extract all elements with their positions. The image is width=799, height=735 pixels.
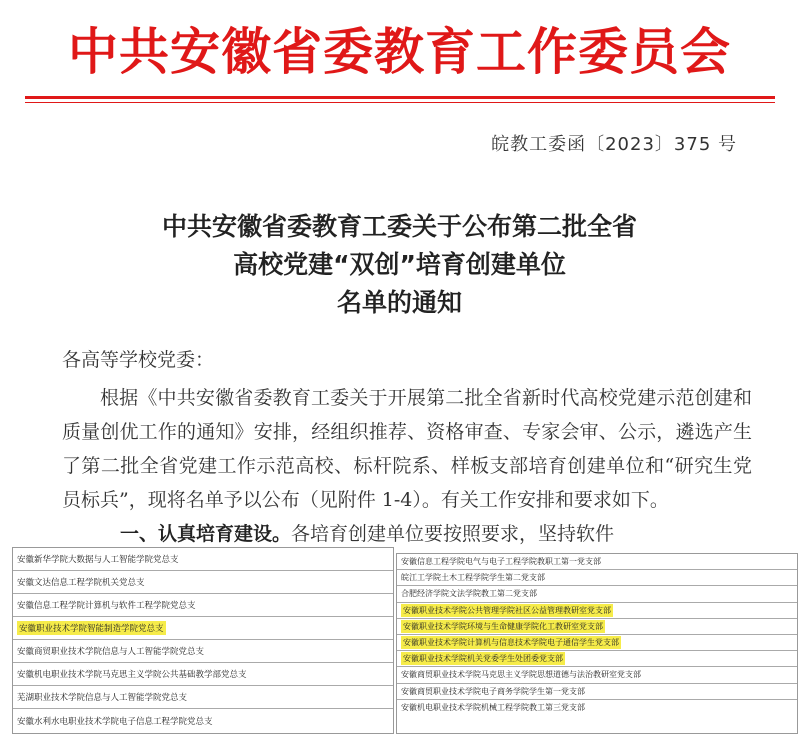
table-row-highlighted bbox=[13, 617, 393, 640]
table-row bbox=[13, 686, 393, 709]
notice-body bbox=[62, 343, 752, 517]
table-row bbox=[13, 548, 393, 571]
notice-title-line-2: 高校党建“双创”培育创建单位 bbox=[233, 250, 566, 279]
body-paragraph: 根据《中共安徽省委教育工委关于开展第二批全省新时代高校党建示范创建和质量创优工作的通知》安排，经组织推荐、资格审查、专家会审、公示，遴选产生了第二批全省党建工作示范高校、标杆院系、样板支部培育创建单位和“研究生党员标兵”，现将名单予以公布（见附件 1-4）。有关工作安排和要求如下。 bbox=[62, 387, 752, 511]
table-row-highlighted bbox=[397, 603, 797, 619]
right-table-excerpt bbox=[396, 553, 798, 734]
row-text: 安徽信息工程学院电气与电子工程学院教职工第一党支部 bbox=[401, 557, 601, 567]
left-table-excerpt bbox=[12, 547, 394, 734]
row-text: 安徽机电职业技术学院马克思主义学院公共基础教学部党总支 bbox=[17, 670, 247, 680]
table-row-highlighted bbox=[397, 651, 797, 667]
red-divider-thin bbox=[25, 102, 775, 103]
row-text: 安徽水利水电职业技术学院电子信息工程学院党总支 bbox=[17, 716, 213, 727]
table-row bbox=[397, 570, 797, 586]
row-text: 芜湖职业技术学院信息与人工智能学院党总支 bbox=[17, 693, 188, 703]
row-text: 安徽机电职业技术学院机械工程学院教工第三党支部 bbox=[401, 703, 585, 713]
notice-title-line-3: 名单的通知 bbox=[336, 288, 462, 317]
table-row bbox=[397, 586, 797, 602]
row-text: 安徽商贸职业技术学院信息与人工智能学院党总支 bbox=[17, 647, 205, 657]
notice-title-line-1: 中共安徽省委教育工委关于公布第二批全省 bbox=[161, 212, 637, 241]
document-number: 皖教工委函〔2023〕375 号 bbox=[491, 134, 737, 155]
section-1 bbox=[120, 519, 614, 546]
red-divider-thick bbox=[25, 96, 775, 99]
org-name-title: 中共安徽省委教育工作委员会 bbox=[68, 22, 731, 81]
table-row bbox=[397, 667, 797, 683]
table-row bbox=[13, 663, 393, 686]
row-text: 皖江工学院土木工程学院学生第二党支部 bbox=[401, 573, 545, 583]
row-text: 安徽文达信息工程学院机关党总支 bbox=[17, 578, 145, 588]
row-text-highlighted: 安徽职业技术学院智能制造学院党总支 bbox=[17, 621, 166, 635]
row-text: 合肥经济学院文法学院教工第二党支部 bbox=[401, 589, 537, 599]
table-row bbox=[13, 594, 393, 617]
row-text: 安徽商贸职业技术学院马克思主义学院思想道德与法治教研室党支部 bbox=[401, 670, 641, 680]
table-row bbox=[13, 640, 393, 663]
salutation: 各高等学校党委： bbox=[62, 349, 215, 371]
section-1-heading: 一、认真培育建设。 bbox=[120, 523, 292, 545]
table-row bbox=[13, 709, 393, 732]
document-header bbox=[0, 0, 799, 110]
row-text-highlighted: 安徽职业技术学院公共管理学院社区公益管理教研室党支部 bbox=[403, 605, 611, 615]
table-row bbox=[397, 700, 797, 716]
notice-title bbox=[0, 208, 799, 322]
section-1-text: 各培育创建单位要按照要求，坚持软件 bbox=[291, 523, 615, 545]
table-row bbox=[397, 684, 797, 700]
row-text: 安徽信息工程学院计算机与软件工程学院党总支 bbox=[17, 601, 196, 611]
table-row-highlighted bbox=[397, 635, 797, 651]
table-row bbox=[13, 571, 393, 594]
row-text-highlighted: 安徽职业技术学院机关党委学生处团委党支部 bbox=[403, 654, 563, 664]
row-text-highlighted: 安徽职业技术学院环境与生命健康学院化工教研室党支部 bbox=[403, 621, 603, 631]
row-text-highlighted: 安徽职业技术学院计算机与信息技术学院电子通信学生党支部 bbox=[403, 638, 619, 648]
row-text: 安徽新华学院大数据与人工智能学院党总支 bbox=[17, 555, 179, 565]
table-row bbox=[397, 554, 797, 570]
table-row-highlighted bbox=[397, 619, 797, 635]
row-text: 安徽商贸职业技术学院电子商务学院学生第一党支部 bbox=[401, 686, 585, 696]
